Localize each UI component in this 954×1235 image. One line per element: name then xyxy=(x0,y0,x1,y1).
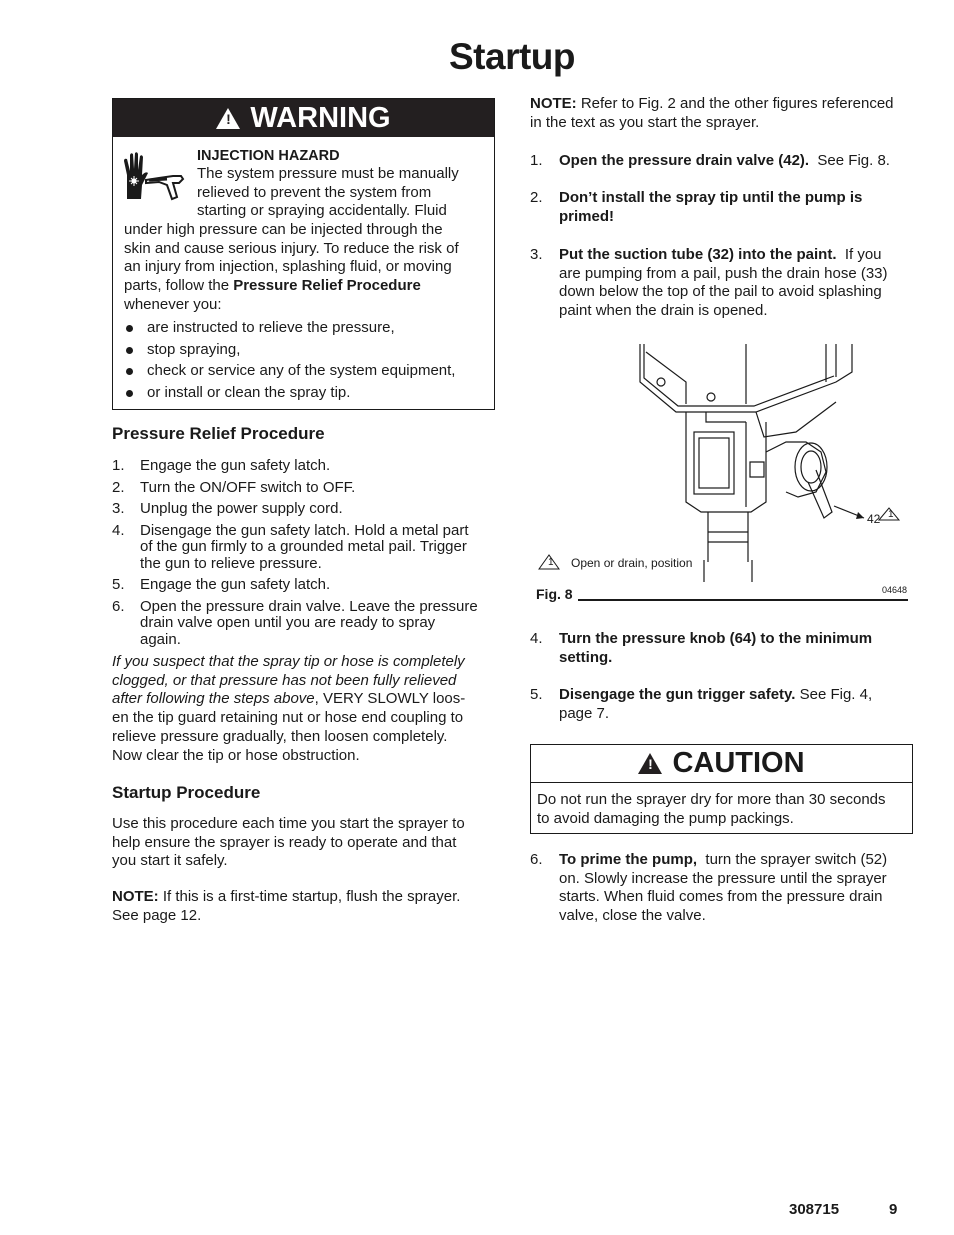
pump-drain-valve-illustration xyxy=(536,342,910,582)
startup-step-5 xyxy=(530,686,910,723)
para-line xyxy=(112,888,495,907)
note-label: NOTE: xyxy=(530,95,577,112)
para-line: in the text as you start the sprayer. xyxy=(530,113,760,131)
step-number: 6. xyxy=(530,851,543,868)
step-text: of the gun firmly to a grounded metal pail. Trigger xyxy=(140,538,467,555)
step-text: drain valve open until you are ready to spray xyxy=(140,614,436,631)
para-line: you start it safely. xyxy=(112,852,228,870)
list-item xyxy=(112,577,497,594)
hazard-body xyxy=(124,221,486,315)
warning-header-label: WARNING xyxy=(250,101,391,134)
warning-header xyxy=(113,99,494,137)
callout-caption: Open or drain, position xyxy=(571,556,693,570)
pressure-relief-heading: Pressure Relief Procedure xyxy=(112,424,325,443)
list-item: are instructed to relieve the pressure, xyxy=(125,319,455,341)
step-text: paint when the drain is opened. xyxy=(559,302,768,320)
step-text: are pumping from a pail, push the drain hose (33) xyxy=(559,264,888,282)
caution-header xyxy=(531,745,912,783)
list-item xyxy=(112,501,497,518)
step-text: Open the pressure drain valve. Leave the pressure xyxy=(140,597,478,615)
caution-text xyxy=(537,791,907,828)
startup-step-3 xyxy=(530,246,910,321)
step-text: Engage the gun safety latch. xyxy=(140,457,331,474)
body-text: parts, follow the xyxy=(124,277,234,295)
caution-header-label: CAUTION xyxy=(672,747,805,779)
hazard-text xyxy=(197,165,477,221)
para-line: help ensure the sprayer is ready to operate and that xyxy=(112,833,457,851)
hand-and-spray-gun-icon xyxy=(121,149,189,201)
step-number: 3. xyxy=(112,500,125,517)
step-text: Disengage the gun safety latch. Hold a metal part xyxy=(140,521,469,539)
step-text: Engage the gun safety latch. xyxy=(140,576,331,593)
hazard-text-line: The system pressure must be manually xyxy=(197,165,459,182)
hazard-body-line: skin and cause serious injury. To reduce the risk of xyxy=(124,239,459,257)
step-bold-text: setting. xyxy=(559,648,613,666)
figure-label: Fig. 8 xyxy=(536,586,573,602)
step-text: See Fig. 8. xyxy=(809,152,890,169)
clogged-tip-paragraph xyxy=(112,653,495,765)
step-number: 1. xyxy=(530,152,543,169)
para-line xyxy=(112,672,495,691)
para-line: Use this procedure each time you start the sprayer to xyxy=(112,815,465,832)
list-item: or install or clean the spray tip. xyxy=(125,384,455,406)
hazard-title: INJECTION HAZARD xyxy=(197,148,340,164)
part-number-label: 42 xyxy=(867,512,881,526)
step-number: 2. xyxy=(112,478,125,496)
caution-triangle-icon: ! xyxy=(638,753,662,774)
figure-8 xyxy=(536,342,910,604)
list-item xyxy=(112,480,497,497)
list-item xyxy=(112,458,497,475)
step-text: See Fig. 4, xyxy=(795,686,873,703)
step-number: 5. xyxy=(112,576,125,593)
italic-text: clogged, or that pressure has not been fully relieved xyxy=(112,671,457,689)
hazard-body-line xyxy=(124,277,486,296)
italic-text: If you suspect that the spray tip or hose is completely xyxy=(112,653,465,670)
para-line: See page 12. xyxy=(112,906,202,924)
step-text: starts. When fluid comes from the pressure drain xyxy=(559,888,883,906)
hazard-body-line: an injury from injection, splashing fluid, or moving xyxy=(124,258,452,276)
para-line xyxy=(112,690,495,709)
step-bold-text: To prime the pump, xyxy=(559,851,698,868)
step-bold-text: Turn the pressure knob (64) to the minimum xyxy=(559,630,873,647)
list-item: check or service any of the system equipment, xyxy=(125,362,455,384)
startup-step-2 xyxy=(530,189,910,226)
figure-id: 04648 xyxy=(881,585,907,595)
procedure-reference: Pressure Relief Procedure xyxy=(233,277,421,295)
hazard-text-line: relieved to prevent the system from xyxy=(197,183,432,201)
step-text: If you xyxy=(836,246,882,263)
step-bold-text: Put the suction tube (32) into the paint. xyxy=(559,246,837,263)
step-text: on. Slowly increase the pressure until the sprayer xyxy=(559,869,887,887)
step-number: 3. xyxy=(530,246,543,263)
list-item: stop spraying, xyxy=(125,341,455,363)
step-text: again. xyxy=(140,630,181,648)
caution-text-line: Do not run the sprayer dry for more than 30 seconds xyxy=(537,791,886,808)
step-text: valve, close the valve. xyxy=(559,907,706,925)
step-bold-text: Open the pressure drain valve (42). xyxy=(559,152,810,169)
body-text: , VERY SLOWLY loos- xyxy=(314,690,466,708)
note-text: Refer to Fig. 2 and the other figures referenced xyxy=(576,95,894,112)
caution-box xyxy=(530,744,913,834)
warning-box xyxy=(112,98,495,410)
warning-triangle-icon: ! xyxy=(216,108,240,129)
page-title: Startup xyxy=(449,36,575,77)
step-text: down below the top of the pail to avoid splashing xyxy=(559,283,882,301)
list-item xyxy=(112,523,497,573)
figure-rule xyxy=(578,599,908,601)
step-number: 4. xyxy=(112,521,125,539)
hazard-body-line: under high pressure can be injected through the xyxy=(124,221,443,238)
hazard-text-line: starting or spraying accidentally. Fluid xyxy=(197,202,447,220)
warning-bullet-list xyxy=(125,319,455,406)
step-text: Unplug the power supply cord. xyxy=(140,500,343,517)
startup-step-1 xyxy=(530,152,910,171)
para-line: Now clear the tip or hose obstruction. xyxy=(112,746,360,764)
document-number: 308715 xyxy=(789,1201,840,1218)
figures-note xyxy=(530,95,915,132)
note-text: If this is a first-time startup, flush the sprayer. xyxy=(158,888,461,905)
startup-step-4 xyxy=(530,630,910,667)
italic-text: after following the steps above xyxy=(112,690,315,708)
page-number: 9 xyxy=(889,1201,898,1218)
startup-procedure-heading: Startup Procedure xyxy=(112,783,261,802)
step-number: 5. xyxy=(530,686,543,703)
step-bold-text: primed! xyxy=(559,207,615,225)
step-bold-text: Don’t install the spray tip until the pump is xyxy=(559,189,863,206)
startup-intro-paragraph xyxy=(112,815,495,871)
step-number: 6. xyxy=(112,597,125,615)
first-startup-note xyxy=(112,888,495,925)
list-item xyxy=(112,599,497,649)
callout-number: 1 xyxy=(888,509,894,520)
para-line xyxy=(530,95,915,114)
para-line: relieve pressure gradually, then loosen completely. xyxy=(112,727,448,745)
startup-step-6 xyxy=(530,851,910,926)
hazard-body-line: whenever you: xyxy=(124,295,222,313)
callout-number: 1 xyxy=(548,557,554,568)
step-text: the gun to relieve pressure. xyxy=(140,554,322,572)
step-text: Turn the ON/OFF switch to OFF. xyxy=(140,478,356,496)
step-number: 4. xyxy=(530,630,543,647)
step-text: page 7. xyxy=(559,704,610,722)
para-line: en the tip guard retaining nut or hose end coupling to xyxy=(112,709,464,727)
step-bold-text: Disengage the gun trigger safety. xyxy=(559,686,796,703)
step-number: 1. xyxy=(112,457,125,474)
step-text: turn the sprayer switch (52) xyxy=(697,851,888,868)
note-label: NOTE: xyxy=(112,888,159,905)
para-line xyxy=(112,653,495,672)
pressure-relief-steps xyxy=(112,458,497,648)
caution-text-line: to avoid damaging the pump packings. xyxy=(537,809,794,827)
step-number: 2. xyxy=(530,189,543,206)
